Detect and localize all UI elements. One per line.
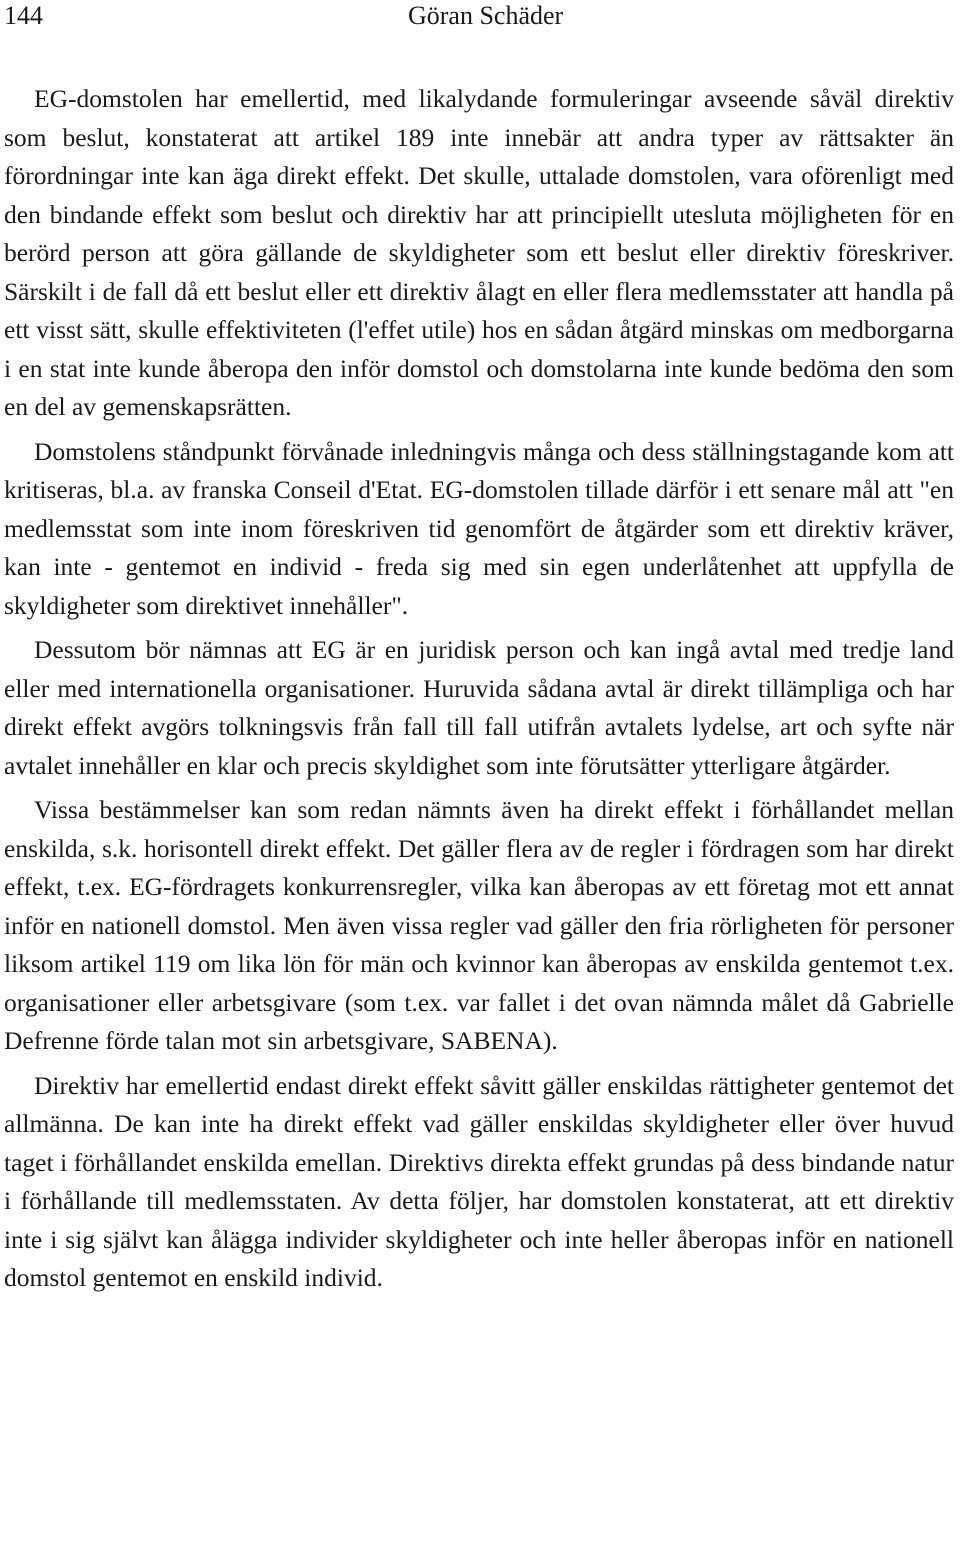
paragraph-international-agreements: Dessutom bör nämnas att EG är en juridisk person och kan ingå avtal med tredje land eller med internationella organisationer. Huruvida sådana avtal är direkt tillämpliga och har direkt effekt avgörs tolkningsvis från fall till fall utifrån avtalets lydelse, art och syfte när avtalet innehåller en klar och precis skyldighet som inte förutsätter ytterligare åtgärder. — [4, 635, 954, 780]
body-text — [4, 80, 954, 1304]
paragraph-horizontal-effect: Vissa bestämmelser kan som redan nämnts även ha direkt effekt i förhållandet mellan enskilda, s.k. horisontell direkt effekt. Det gäller flera av de regler i fördragen som har direkt effekt, t.ex. EG-fördragets konkurrensregler, vilka kan åberopas av ett företag mot ett annat inför en nationell domstol. Men även vissa regler vad gäller den fria rörligheten för personer liksom artikel 119 om lika lön för män och kvinnor kan åberopas av enskilda gentemot t.ex. organisationer eller arbetsgivare (som t.ex. var fallet i det ovan nämnda målet då Gabrielle Defrenne förde talan mot sin arbetsgivare, SABENA). — [4, 795, 954, 1055]
running-title: Göran Schäder — [408, 1, 564, 30]
running-head — [4, 0, 956, 34]
paragraph-directive-limits: Direktiv har emellertid endast direkt effekt såvitt gäller enskildas rättigheter gentemot det allmänna. De kan inte ha direkt effekt vad gäller enskildas skyldigheter eller över huvud taget i förhållandet enskilda emellan. Direktivs direkta effekt grundas på dess bindande natur i förhållande till medlemsstaten. Av detta följer, har domstolen konstaterat, att ett direktiv inte i sig självt kan ålägga individer skyldigheter och inte heller åberopas inför en nationell domstol gentemot en enskild individ. — [4, 1070, 954, 1292]
paragraph-criticism: Domstolens ståndpunkt förvånade inledningvis många och dess ställningstagande kom att kritiseras, bl.a. av franska Conseil d'Etat. EG-domstolen tillade därför i ett senare mål att "en medlemsstat som inte inom föreskriven tid genomfört de åtgärder som ett direktiv kräver, kan inte - gentemot en individ - freda sig med sin egen underlåtenhet att uppfylla de skyldigheter som direktivet innehåller". — [4, 436, 954, 620]
paragraph-direct-effect-directives: EG-domstolen har emellertid, med likalydande formuleringar avseende såväl direktiv som beslut, konstaterat att artikel 189 inte innebär att andra typer av rättsakter än förordningar inte kan äga direkt effekt. Det skulle, uttalade domstolen, vara oförenligt med den bindande effekt som beslut och direktiv har att principiellt utesluta möjligheten för en berörd person att göra gällande de skyldigheter som ett beslut eller direktiv föreskriver. Särskilt i de fall då ett beslut eller ett direktiv ålagt en eller flera medlemsstater att handla på ett visst sätt, skulle effektiviteten (l'effet utile) hos en sådan åtgärd minskas om medborgarna i en stat inte kunde åberopa den inför domstol och domstolarna inte kunde bedöma den som en del av gemenskapsrätten. — [4, 84, 954, 421]
page-number: 144 — [4, 1, 43, 30]
